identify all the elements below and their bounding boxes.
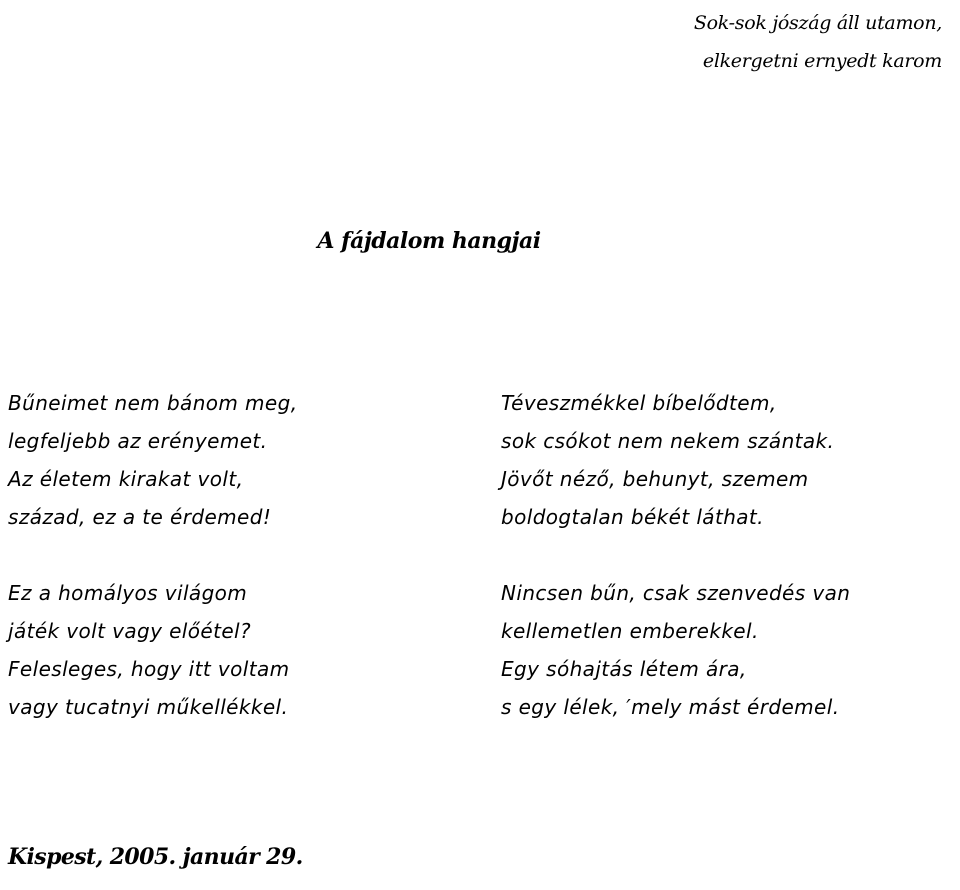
- poem-line: vagy tucatnyi műkellékkel.: [8, 695, 289, 719]
- poem-line: Az életem kirakat volt,: [8, 467, 244, 491]
- stanza: [8, 574, 297, 726]
- stanza: [8, 384, 297, 536]
- signature-date: Kispest, 2005. január 29.: [8, 844, 303, 870]
- poem-line: Jövőt néző, behunyt, szemem: [501, 467, 809, 491]
- epigraph: [582, 4, 942, 80]
- poem-line: legfeljebb az erényemet.: [8, 429, 268, 453]
- poem-line: kellemetlen emberekkel.: [501, 619, 759, 643]
- poem-line: s egy lélek, ′mely mást érdemel.: [501, 695, 840, 719]
- poem-line: boldogtalan békét láthat.: [501, 505, 764, 529]
- poem-line: század, ez a te érdemed!: [8, 505, 272, 529]
- poem-line: Ez a homályos világom: [8, 581, 248, 605]
- poem-line: Téveszmékkel bíbelődtem,: [501, 391, 777, 415]
- poem-title: A fájdalom hangjai: [317, 228, 541, 254]
- poem-line: Egy sóhajtás létem ára,: [501, 657, 747, 681]
- poem-column-left: [8, 384, 297, 726]
- poem-column-right: [501, 384, 850, 726]
- poem-line: játék volt vagy előétel?: [8, 619, 252, 643]
- stanza: [501, 384, 850, 536]
- stanza: [501, 574, 850, 726]
- poem-line: Bűneimet nem bánom meg,: [8, 391, 298, 415]
- epigraph-line: Sok-sok jószág áll utamon,: [693, 12, 942, 34]
- poem-line: sok csókot nem nekem szántak.: [501, 429, 835, 453]
- epigraph-line: elkergetni ernyedt karom: [702, 50, 942, 72]
- poem-line: Felesleges, hogy itt voltam: [8, 657, 290, 681]
- poem-line: Nincsen bűn, csak szenvedés van: [501, 581, 851, 605]
